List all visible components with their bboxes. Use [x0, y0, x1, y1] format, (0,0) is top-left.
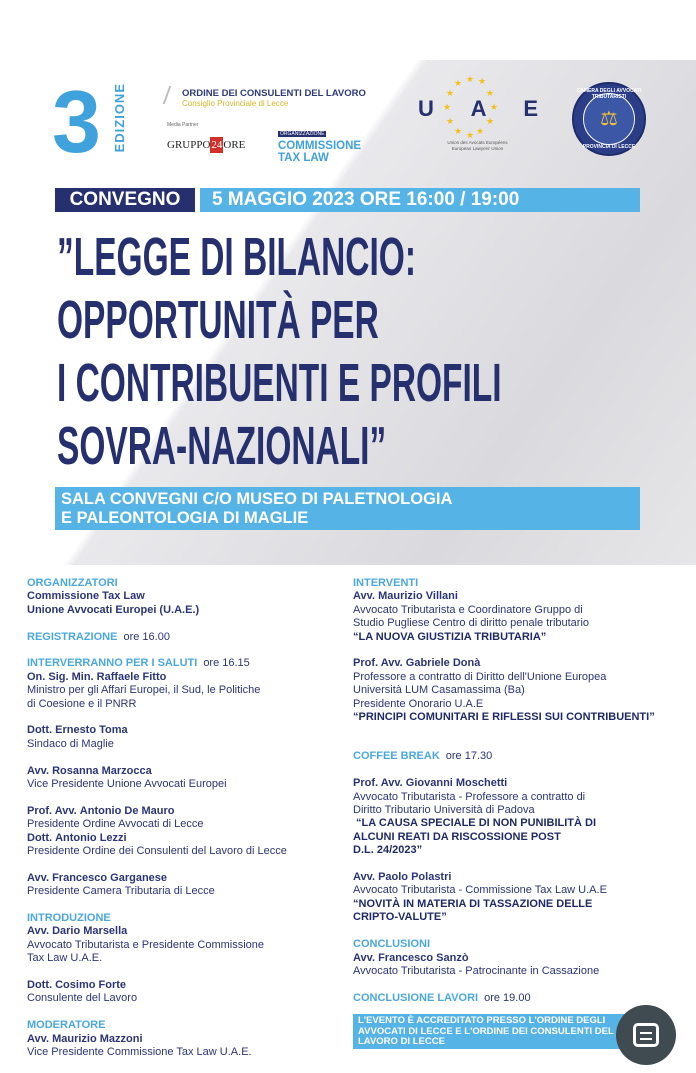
- program-block: [27, 872, 347, 899]
- gruppo-24: 24: [211, 139, 223, 151]
- speaker-name: Antonio De Mauro: [79, 804, 175, 817]
- section-heading: INTERVENTI: [353, 577, 419, 589]
- program-block: [27, 657, 347, 711]
- accreditation-line: LAVORO DI LECCE: [358, 1036, 445, 1047]
- speaker-name-row: [27, 765, 347, 778]
- program-right-column: [353, 577, 693, 1019]
- star-icon: ★: [466, 130, 475, 140]
- edition-number: 3: [52, 72, 101, 171]
- section-heading-row: [353, 992, 693, 1005]
- star-icon: ★: [443, 102, 452, 112]
- ordine-logo-line2: Consiglio Provinciale di Lecce: [182, 99, 289, 108]
- event-venue: [55, 487, 640, 530]
- program-block: [353, 777, 693, 857]
- section-heading: MODERATORE: [27, 1019, 106, 1032]
- speaker-role: Sindaco di Maglie: [27, 737, 114, 750]
- program-block: [27, 724, 347, 751]
- venue-line: E PALEONTOLOGIA DI MAGLIE: [61, 509, 309, 527]
- speaker-name: Antonio Lezzi: [55, 831, 127, 844]
- speaker-name-row: [353, 952, 693, 965]
- event-type-badge: CONVEGNO: [55, 188, 195, 212]
- speaker-name-row: [27, 724, 347, 737]
- speaker-role: di Coesione e il PNRR: [27, 697, 137, 710]
- uae-sub2: European Lawyers' Union: [451, 146, 504, 151]
- speaker-name-row: [27, 1033, 347, 1046]
- speaker-role: Vice Presidente Commissione Tax Law U.A.E.: [27, 1046, 252, 1059]
- program-block: [27, 805, 347, 859]
- program-block: [353, 577, 693, 644]
- speaker-role: Presidente Camera Tributaria di Lecce: [27, 885, 215, 898]
- speaker-role: Professore a contratto di Diritto dell'Unione Europea: [353, 670, 607, 683]
- star-icon: ★: [476, 126, 485, 136]
- talk-title: “LA CAUSA SPECIALE DI NON PUNIBILITÀ DI: [353, 817, 597, 830]
- section-heading: ORGANIZZATORI: [27, 577, 118, 589]
- speaker-name-row: [353, 777, 693, 790]
- title-line: OPPORTUNITÀ PER: [57, 290, 379, 350]
- speaker-name-row: [353, 657, 693, 670]
- speaker-role: Avvocato Tributarista e Presidente Commissione: [27, 938, 265, 951]
- edition-label: EDIZIONE: [112, 83, 127, 153]
- section-heading: INTERVERRANNO PER I SALUTI: [27, 657, 198, 670]
- speaker-name-row: [27, 979, 347, 992]
- star-icon: ★: [490, 102, 499, 112]
- scales-icon: ⚖: [583, 93, 635, 145]
- speaker-role: Avvocato Tributarista - Commissione Tax Law U.A.E: [353, 884, 607, 897]
- section-heading-row: [353, 577, 693, 590]
- speaker-title: Prof. Avv.: [353, 657, 403, 670]
- speaker-name: Rosanna Marzocca: [52, 764, 152, 777]
- speaker-role: Avvocato Tributarista - Professore a contratto di: [353, 790, 586, 803]
- speaker-role: Presidente Onorario U.A.E: [353, 697, 484, 710]
- speaker-title: Avv.: [27, 925, 50, 938]
- speaker-title: Avv.: [27, 871, 50, 884]
- talk-title: “LA NUOVA GIUSTIZIA TRIBUTARIA”: [353, 630, 547, 643]
- section-heading: COFFEE BREAK: [353, 750, 440, 763]
- speaker-name-row: [27, 925, 347, 938]
- seal-bottom-text: PROVINCIA DI LECCE: [582, 144, 636, 150]
- seal-top-text: CAMERA DEGLI AVVOCATI TRIBUTARISTI: [576, 88, 642, 100]
- section-heading-row: [27, 912, 347, 925]
- section-time: ore 17.30: [445, 750, 493, 763]
- speaker-title: Dott.: [27, 979, 53, 992]
- talk-title: D.L. 24/2023”: [353, 844, 423, 857]
- scan-text-icon: [633, 1023, 659, 1047]
- star-icon: ★: [466, 74, 475, 84]
- program-block: [27, 765, 347, 792]
- program-block: [27, 912, 347, 966]
- star-icon: ★: [454, 126, 463, 136]
- speaker-role: Università LUM Casamassima (Ba): [353, 684, 525, 697]
- section-time: ore 16.00: [123, 630, 170, 643]
- speaker-role: Commissione Tax Law: [27, 590, 145, 603]
- accreditation-line: L'EVENTO È ACCREDITATO PRESSO L'ORDINE DEGLI: [358, 1015, 606, 1026]
- ordine-consulenti-logo: [170, 88, 366, 108]
- speaker-role: Tax Law U.A.E.: [27, 952, 103, 965]
- event-title: [57, 226, 677, 478]
- speaker-role: Unione Avvocati Europei (U.A.E.): [27, 603, 200, 616]
- speaker-title: Dott.: [27, 724, 53, 737]
- program-block: [353, 992, 693, 1005]
- speaker-role: Presidente Ordine dei Consulenti del Lavoro di Lecce: [27, 845, 287, 858]
- uae-sub1: Union des Avocats Européens: [447, 140, 508, 145]
- speaker-name: Francesco Garganese: [52, 871, 168, 884]
- gruppo-ore: ORE: [223, 139, 246, 151]
- speaker-name: Maurizio Villani: [378, 590, 458, 603]
- ordine-logo-line1: ORDINE DEI CONSULENTI DEL LAVORO: [182, 88, 366, 99]
- accreditation-note: [353, 1014, 643, 1049]
- section-heading-row: [353, 750, 693, 763]
- speaker-name-row: [27, 832, 347, 845]
- speaker-name: Cosimo Forte: [55, 979, 127, 992]
- speaker-role: Avvocato Tributarista e Coordinatore Gruppo di: [353, 603, 583, 616]
- speaker-role: Avvocato Tributarista - Patrocinante in Cassazione: [353, 964, 600, 977]
- section-heading-row: [27, 577, 347, 590]
- section-time: ore 16.15: [203, 657, 250, 670]
- section-heading-row: [27, 631, 347, 644]
- camera-avvocati-tributaristi-seal: [572, 82, 646, 156]
- speaker-name-row: [27, 805, 347, 818]
- program-block: [27, 631, 347, 644]
- speaker-title: Avv.: [353, 871, 376, 884]
- section-heading-row: [27, 1019, 347, 1032]
- speaker-title: Prof. Avv.: [27, 804, 77, 817]
- speaker-role: Consulente del Lavoro: [27, 992, 138, 1005]
- program-block: [27, 979, 347, 1006]
- event-date: 5 MAGGIO 2023 ORE 16:00 / 19:00: [200, 188, 640, 212]
- uae-u: U: [418, 96, 434, 121]
- section-heading: REGISTRAZIONE: [27, 630, 118, 643]
- star-icon: ★: [478, 76, 487, 86]
- program-block: [353, 871, 693, 925]
- speaker-name: Francesco Sanzò: [378, 951, 469, 964]
- speaker-title: Dott.: [27, 831, 53, 844]
- program-block: [353, 938, 693, 978]
- speaker-role: Diritto Tributario Università di Padova: [353, 804, 535, 817]
- media-partner-label: Media Partner: [167, 122, 199, 128]
- section-time: ore 19.00: [484, 991, 531, 1004]
- speaker-title: Avv.: [353, 951, 376, 964]
- commissione-tax-law-logo: [278, 122, 361, 164]
- venue-line: SALA CONVEGNI C/O MUSEO DI PALETNOLOGIA: [61, 490, 453, 508]
- speaker-name: Paolo Polastri: [378, 871, 452, 884]
- speaker-title: Avv.: [353, 590, 376, 603]
- title-line: SOVRA-NAZIONALI”: [57, 416, 387, 476]
- star-icon: ★: [446, 88, 455, 98]
- star-icon: ★: [454, 78, 463, 88]
- talk-title: “NOVITÀ IN MATERIA DI TASSAZIONE DELLE: [353, 897, 593, 910]
- program-block: [353, 750, 693, 763]
- speaker-role: Vice Presidente Unione Avvocati Europei: [27, 778, 227, 791]
- speaker-name-row: [353, 871, 693, 884]
- speaker-name: Maurizio Mazzoni: [52, 1032, 143, 1045]
- organizzazione-tag: ORGANIZZAZIONE: [280, 131, 325, 137]
- program-block: [27, 1019, 347, 1059]
- speaker-role: Presidente Ordine Avvocati di Lecce: [27, 818, 204, 831]
- section-heading-row: [27, 657, 347, 670]
- section-heading-row: [353, 938, 693, 951]
- program-block: [27, 577, 347, 617]
- star-icon: ★: [486, 88, 495, 98]
- speaker-name-row: [353, 590, 693, 603]
- speaker-name: Gabriele Donà: [405, 657, 481, 670]
- speaker-name: Raffaele Fitto: [96, 670, 167, 683]
- star-icon: ★: [446, 116, 455, 126]
- speaker-name-row: [27, 872, 347, 885]
- accreditation-line: AVVOCATI DI LECCE E L'ORDINE DEI CONSULENTI DEL: [358, 1025, 614, 1037]
- speaker-name-row: [27, 671, 347, 684]
- uae-e: E: [523, 96, 538, 121]
- top-margin: [0, 0, 696, 60]
- commissione-line2: TAX LAW: [278, 152, 329, 164]
- speaker-title: Avv.: [27, 1032, 50, 1045]
- section-heading: CONCLUSIONI: [353, 938, 430, 951]
- speaker-role: Ministro per gli Affari Europei, il Sud, le Politiche: [27, 684, 261, 697]
- program-block: [353, 657, 693, 724]
- title-line: I CONTRIBUENTI E PROFILI: [57, 353, 502, 413]
- talk-title: “PRINCIPI COMUNITARI E RIFLESSI SUI CONTRIBUENTI”: [353, 711, 655, 724]
- talk-title: ALCUNI REATI DA RISCOSSIONE POST: [353, 830, 561, 843]
- section-heading: INTRODUZIONE: [27, 912, 111, 925]
- gruppo-text: GRUPPO: [167, 139, 211, 151]
- speaker-name: Giovanni Moschetti: [405, 777, 508, 790]
- talk-title: CRIPTO-VALUTE”: [353, 911, 447, 924]
- uae-logo: [410, 72, 545, 162]
- speaker-title: Avv.: [27, 764, 50, 777]
- speaker-title: On. Sig. Min.: [27, 670, 94, 683]
- section-heading: CONCLUSIONE LAVORI: [353, 991, 479, 1004]
- gruppo-24-ore-logo: [167, 139, 245, 151]
- star-icon: ★: [486, 116, 495, 126]
- speaker-role: Studio Pugliese Centro di diritto penale tributario: [353, 617, 590, 630]
- speaker-name: Dario Marsella: [52, 925, 128, 938]
- program-left-column: [27, 577, 347, 1073]
- commissione-line1: COMMISSIONE: [278, 140, 362, 152]
- speaker-name: Ernesto Toma: [55, 724, 128, 737]
- title-line: ”LEGGE DI BILANCIO:: [57, 227, 416, 287]
- scan-text-button[interactable]: [616, 1005, 676, 1065]
- uae-a: A: [470, 96, 487, 121]
- speaker-title: Prof. Avv.: [353, 777, 403, 790]
